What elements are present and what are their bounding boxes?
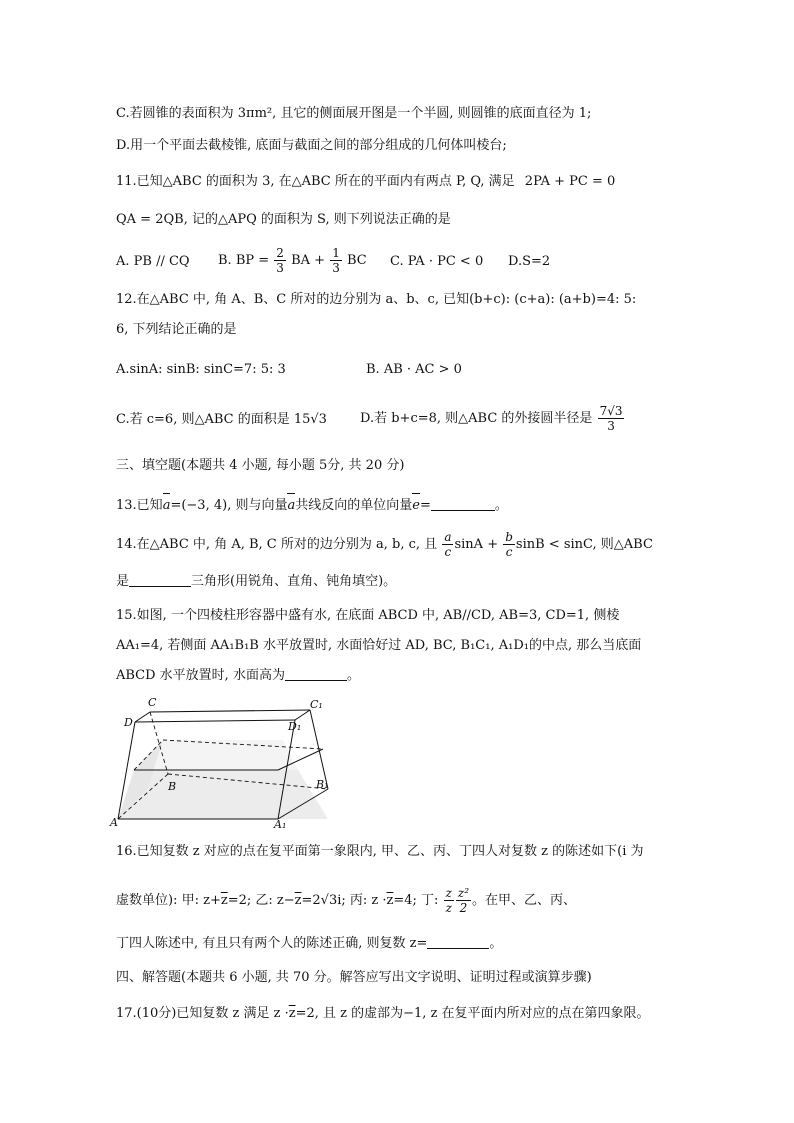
q14-frac1 <box>442 530 453 559</box>
q15-line2: AA₁=4, 若侧面 AA₁B₁B 水平放置时, 水面恰好过 AD, BC, B₁C₁, A₁D₁的中点, 那么当底面 <box>116 638 642 653</box>
frac-num: 2 <box>276 246 284 260</box>
q13-vec-a: a <box>163 496 171 516</box>
q12-d-frac <box>598 404 625 433</box>
edge-cc1 <box>150 710 310 712</box>
q17-text1: 17.(10分)已知复数 z 满足 z · <box>116 1006 289 1021</box>
q16-c: =2√3i; 丙: z · <box>301 893 387 908</box>
frac-den: 2 <box>459 901 468 915</box>
q15-answer-blank[interactable] <box>285 666 347 681</box>
q17-zbar: $\overline{z}$ <box>288 1006 296 1021</box>
q16-answer-blank[interactable] <box>427 934 489 949</box>
prism-figure-svg <box>108 694 340 834</box>
q16-frac1 <box>444 886 454 915</box>
q17-text2: =2, 且 z 的虚部为−1, z 在复平面内所对应的点在第四象限。 <box>295 1006 650 1021</box>
frac-num: b <box>505 530 513 544</box>
q16-d: =4; 丁: <box>393 893 439 908</box>
frac-den: 3 <box>607 419 615 433</box>
q14-line1 <box>116 530 653 559</box>
q11-option-c: C. PA · PC < 0 <box>390 254 484 269</box>
q13-text1: 13.已知 <box>116 498 163 513</box>
q11-b-frac1 <box>274 246 286 275</box>
q16-a: 虚数单位): 甲: z+ <box>116 893 221 908</box>
q13-vec-a2: a <box>287 496 295 516</box>
q11-stem-rest: , 记的△APQ 的面积为 S, 则下列说法正确的是 <box>183 212 451 227</box>
q13-end: 。 <box>494 498 508 513</box>
q13 <box>116 496 508 516</box>
q13-text4: = <box>419 498 431 513</box>
q14-text1: 14.在△ABC 中, 角 A, B, C 所对的边分别为 a, b, c, 且 <box>116 537 438 552</box>
q12-option-d <box>360 404 625 433</box>
label-d1: D₁ <box>288 720 302 733</box>
q15-end: 。 <box>346 668 360 683</box>
frac-den: z <box>445 901 452 915</box>
q16-line1: 16.已知复数 z 对应的点在复平面第一象限内, 甲、乙、丙、丁四人对复数 z 的陈述如下(i 为 <box>116 844 644 859</box>
q13-text2: =(−3, 4), 则与向量 <box>170 498 288 513</box>
q12-line2: 6, 下列结论正确的是 <box>116 322 237 337</box>
q16-zbar3: $\overline{z}$ <box>386 893 394 908</box>
q16-frac2 <box>456 886 471 915</box>
q16-zbar1: $\overline{z}$ <box>220 893 228 908</box>
q14-mid2: sinB < sinC <box>515 537 593 552</box>
frac-den: 3 <box>332 261 340 275</box>
q16-line2 <box>116 886 576 915</box>
q16-end: 。 <box>489 936 503 951</box>
q14-line2-start: 是 <box>116 574 130 589</box>
edge-d1c1 <box>295 710 310 720</box>
q13-text3: 共线反向的单位向量 <box>295 498 413 513</box>
frac-num: a <box>444 530 452 544</box>
edge-dc <box>135 712 150 722</box>
q14-answer-blank[interactable] <box>129 572 191 587</box>
q11-stem: 11.已知△ABC 的面积为 3, 在△ABC 所在的平面内有两点 P, Q, 满足 <box>116 174 515 189</box>
q11-line2 <box>116 210 451 230</box>
q11-cond1: 2PA + PC = 0 <box>524 174 616 189</box>
q12-option-a: A.sinA: sinB: sinC=7: 5: 3 <box>116 362 286 377</box>
edge-dd1 <box>135 720 295 722</box>
q14-line2-end: 三角形(用锐角、直角、钝角填空)。 <box>191 574 397 589</box>
q14-text2: , 则△ABC <box>592 537 653 552</box>
label-d: D <box>124 716 133 729</box>
section-4-heading: 四、解答题(本题共 6 小题, 共 70 分。解答应写出文字说明、证明过程或演算步骤) <box>116 970 592 985</box>
q11-option-d: D.S=2 <box>508 254 551 269</box>
q14-frac2 <box>503 530 515 559</box>
q14-mid1: sinA + <box>454 537 499 552</box>
q13-vec-e: e <box>412 496 420 516</box>
q12-option-b: B. AB · AC > 0 <box>366 362 462 377</box>
q16-line3-text: 丁四人陈述中, 有且只有两个人的陈述正确, 则复数 z= <box>116 936 428 951</box>
label-b1: B₁ <box>316 778 329 791</box>
q15-text: ABCD 水平放置时, 水面高为 <box>116 668 285 683</box>
q17 <box>116 1004 650 1024</box>
frac-den: c <box>505 545 513 559</box>
q11-line1 <box>116 172 615 192</box>
q14-line2 <box>116 572 396 592</box>
label-b: B <box>168 780 177 793</box>
q16-b: =2; 乙: z− <box>227 893 295 908</box>
frac-num: z <box>445 886 452 900</box>
section-3-heading: 三、填空题(本题共 4 小题, 每小题 5分, 共 20 分) <box>116 458 405 473</box>
q15-line1: 15.如图, 一个四棱柱形容器中盛有水, 在底面 ABCD 中, AB//CD, AB=3, CD=1, 侧棱 <box>116 608 620 623</box>
q12-option-c: C.若 c=6, 则△ABC 的面积是 15√3 <box>116 412 327 427</box>
q11-option-b <box>218 246 367 275</box>
label-a1: A₁ <box>274 818 287 831</box>
q11-b-suffix: BC <box>346 253 367 268</box>
q12-line1: 12.在△ABC 中, 角 A、B、C 所对的边分别为 a、b、c, 已知(b+c): (c+a): (a+b)=4: 5: <box>116 292 637 307</box>
q15-line3 <box>116 666 360 686</box>
q11-b-prefix: B. BP = <box>218 253 270 268</box>
label-c: C <box>148 696 157 709</box>
q11-b-mid: BA + <box>291 253 326 268</box>
q13-answer-blank[interactable] <box>431 496 495 511</box>
q16-e: 。在甲、乙、丙、 <box>472 893 577 908</box>
q16-zbar2: $\overline{z}$ <box>294 893 302 908</box>
frac-num: 1 <box>332 246 340 260</box>
q16-line3 <box>116 934 502 954</box>
q11-b-frac2 <box>330 246 342 275</box>
label-a: A <box>110 816 118 829</box>
q11-cond2: QA = 2QB <box>116 212 184 227</box>
frac-num: 7√3 <box>599 404 623 418</box>
frac-num: z² <box>457 886 470 900</box>
frac-den: 3 <box>276 261 284 275</box>
label-c1: C₁ <box>310 698 323 711</box>
option-d-prev: D.用一个平面去截棱锥, 底面与截面之间的部分组成的几何体叫棱台; <box>116 138 507 153</box>
prism-figure <box>108 694 340 834</box>
frac-den: c <box>444 545 452 559</box>
option-c-prev: C.若圆锥的表面积为 3πm², 且它的侧面展开图是一个半圆, 则圆锥的底面直径为 1; <box>116 106 592 121</box>
q11-option-a: A. PB // CQ <box>116 254 190 269</box>
q12-d-text: D.若 b+c=8, 则△ABC 的外接圆半径是 <box>360 411 593 426</box>
